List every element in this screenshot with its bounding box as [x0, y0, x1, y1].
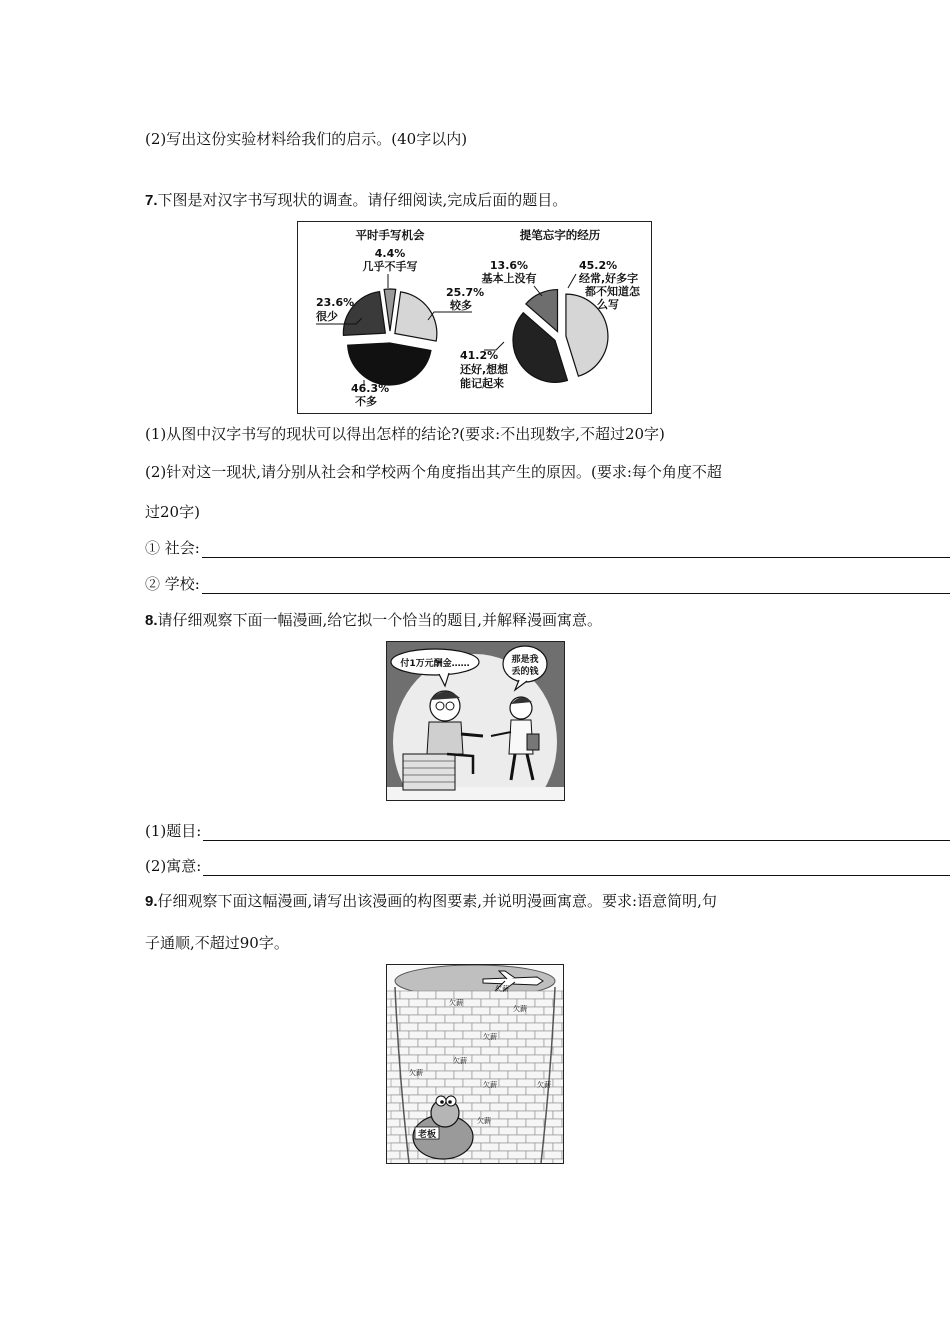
pie1-label-value-1: 25.7%	[446, 286, 485, 299]
brick-label: 欠薪	[483, 1081, 497, 1089]
brick	[472, 1071, 490, 1079]
brick	[463, 1095, 481, 1103]
brick	[553, 1031, 563, 1039]
brick	[387, 1055, 400, 1063]
q7-sub2-line1: (2)针对这一现状,请分别从社会和学校两个角度指出其产生的原因。(要求:每个角度不超	[145, 463, 722, 481]
pie1-label-value-2: 46.3%	[351, 382, 390, 395]
cartoon-reward-figure	[386, 641, 565, 801]
brick	[517, 1015, 535, 1023]
brick-label: 欠薪	[483, 1033, 497, 1041]
brick	[418, 1087, 436, 1095]
brick	[409, 1095, 427, 1103]
q9-prompt-line2: 子通顺,不超过90字。	[145, 934, 289, 952]
brick	[427, 1063, 445, 1071]
q7-social-answer-row	[145, 537, 950, 558]
brick	[463, 1015, 481, 1023]
brick	[409, 1047, 427, 1055]
brick	[427, 1047, 445, 1055]
cartoon-well-svg	[387, 965, 563, 1163]
brick	[472, 1151, 490, 1159]
brick	[499, 1159, 517, 1163]
brick-label: 欠薪	[477, 1117, 491, 1125]
pie-charts-figure	[297, 221, 652, 414]
brick	[463, 999, 481, 1007]
brick	[463, 1079, 481, 1087]
brick	[508, 1071, 526, 1079]
brick	[508, 1055, 526, 1063]
brick	[490, 1103, 508, 1111]
q7-sub1: (1)从图中汉字书写的现状可以得出怎样的结论?(要求:不出现数字,不超过20字)	[145, 425, 665, 443]
brick	[445, 1031, 463, 1039]
pie1-label-value-0: 4.4%	[374, 247, 406, 260]
brick	[517, 1111, 535, 1119]
q7-school-answer-line[interactable]	[202, 579, 950, 594]
brick	[562, 1023, 563, 1031]
brick	[535, 1095, 553, 1103]
brick	[526, 991, 544, 999]
brick	[400, 1055, 418, 1063]
brick	[445, 1015, 463, 1023]
brick	[499, 1063, 517, 1071]
money-stack-icon	[403, 754, 455, 790]
brick	[526, 1103, 544, 1111]
brick	[472, 1055, 490, 1063]
brick	[387, 1007, 400, 1015]
brick-label: 欠薪	[453, 1057, 467, 1065]
q6-part2-text: (2)写出这份实验材料给我们的启示。(40字以内)	[145, 130, 468, 148]
brick	[454, 1023, 472, 1031]
brick	[481, 1015, 499, 1023]
brick	[562, 1135, 563, 1143]
brick	[508, 1135, 526, 1143]
brick	[535, 999, 553, 1007]
brick	[562, 1071, 563, 1079]
brick	[454, 1071, 472, 1079]
brick	[562, 1119, 563, 1127]
brick	[391, 1095, 409, 1103]
brick	[553, 1159, 563, 1163]
brick	[562, 1007, 563, 1015]
brick	[409, 1031, 427, 1039]
brick	[436, 1023, 454, 1031]
brick	[490, 1135, 508, 1143]
brick	[499, 1031, 517, 1039]
brick	[445, 1047, 463, 1055]
cartoon-reward-svg	[387, 642, 564, 800]
brick	[472, 1103, 490, 1111]
brick	[418, 1007, 436, 1015]
brick	[553, 1047, 563, 1055]
brick	[562, 1151, 563, 1159]
brick	[481, 1063, 499, 1071]
brick	[526, 1119, 544, 1127]
pie1-label-name-1: 较多	[450, 299, 472, 312]
brick	[387, 1135, 400, 1143]
pie1-slice-0	[384, 289, 396, 331]
brick	[391, 1079, 409, 1087]
q8-number: 8.	[145, 612, 158, 629]
brick	[391, 1031, 409, 1039]
brick	[499, 1047, 517, 1055]
brick-label: 欠薪	[409, 1069, 423, 1077]
q7-school-answer-row	[145, 573, 950, 594]
brick	[517, 1143, 535, 1151]
brick	[400, 1039, 418, 1047]
brick	[535, 1031, 553, 1039]
brick	[508, 991, 526, 999]
pie2-label-name-2: 基本上没有	[481, 272, 537, 285]
brick	[499, 1095, 517, 1103]
brick	[387, 1071, 400, 1079]
brick	[387, 991, 400, 999]
q7-school-label: ② 学校:	[145, 575, 200, 593]
q8-prompt-text: 请仔细观察下面一幅漫画,给它拟一个恰当的题目,并解释漫画寓意。	[157, 611, 603, 629]
q8-meaning-label: (2)寓意:	[145, 857, 202, 875]
brick	[490, 1151, 508, 1159]
brick	[526, 1071, 544, 1079]
brick	[535, 1159, 553, 1163]
brick	[553, 1095, 563, 1103]
brick	[517, 1047, 535, 1055]
brick	[508, 1119, 526, 1127]
brick	[490, 1007, 508, 1015]
bubble-lost-line2: 丢的钱	[511, 667, 539, 677]
brick	[544, 1055, 562, 1063]
brick	[391, 1015, 409, 1023]
brick	[553, 1079, 563, 1087]
brick	[517, 1063, 535, 1071]
q7-social-answer-line[interactable]	[202, 543, 950, 558]
pie1-label-name-2: 不多	[355, 395, 377, 408]
pie2-slices	[513, 290, 608, 383]
brick	[508, 1087, 526, 1095]
brick	[517, 1127, 535, 1135]
brick	[463, 1047, 481, 1055]
brick	[418, 1039, 436, 1047]
brick	[508, 1023, 526, 1031]
pie2-label-line-1-0: 还好,想想	[460, 363, 509, 376]
brick	[463, 1159, 481, 1163]
brick	[454, 1087, 472, 1095]
brick	[553, 1143, 563, 1151]
brick	[472, 991, 490, 999]
brick-label: 欠薪	[449, 999, 463, 1007]
brick	[400, 1007, 418, 1015]
brick	[418, 1023, 436, 1031]
brick	[535, 1111, 553, 1119]
brick	[427, 1031, 445, 1039]
brick	[445, 1159, 463, 1163]
q9-prompt	[145, 890, 717, 911]
brick	[535, 1015, 553, 1023]
brick	[499, 1143, 517, 1151]
brick	[553, 1015, 563, 1023]
brick	[499, 1127, 517, 1135]
q7-number: 7.	[145, 192, 158, 209]
brick	[427, 1079, 445, 1087]
frog-badge-text: 老板	[417, 1130, 437, 1140]
brick	[562, 991, 563, 999]
brick	[481, 1047, 499, 1055]
brick	[409, 999, 427, 1007]
brick	[562, 1103, 563, 1111]
brick	[490, 1055, 508, 1063]
pie1-title: 平时手写机会	[355, 228, 425, 242]
brick	[391, 1047, 409, 1055]
q8-title-label: (1)题目:	[145, 822, 202, 840]
brick	[499, 1079, 517, 1087]
brick	[544, 1039, 562, 1047]
pie2-slice-1	[513, 313, 567, 383]
brick	[481, 1127, 499, 1135]
pie1-slice-2	[348, 343, 431, 385]
brick	[526, 1039, 544, 1047]
brick	[562, 1055, 563, 1063]
brick	[517, 1079, 535, 1087]
brick	[517, 1159, 535, 1163]
brick	[436, 1071, 454, 1079]
brick	[562, 1039, 563, 1047]
brick	[499, 1015, 517, 1023]
brick	[409, 1111, 427, 1119]
brick-label: 欠薪	[513, 1005, 527, 1013]
pie1-label-name-3: 很少	[316, 310, 338, 323]
brick	[517, 1031, 535, 1039]
brick	[508, 1103, 526, 1111]
pie2-label-value-2: 13.6%	[489, 259, 529, 272]
brick	[409, 1015, 427, 1023]
brick	[454, 1039, 472, 1047]
brick	[436, 1007, 454, 1015]
brick	[526, 1007, 544, 1015]
brick	[427, 1015, 445, 1023]
brick	[454, 991, 472, 999]
cartoon-well-figure	[386, 964, 564, 1164]
brick	[400, 1023, 418, 1031]
brick	[499, 1111, 517, 1119]
pie2-leader-0	[568, 274, 576, 288]
pie2-label-value-1: 41.2%	[460, 349, 499, 362]
q7-prompt-text: 下图是对汉字书写现状的调查。请仔细阅读,完成后面的题目。	[157, 191, 568, 209]
brick	[535, 1047, 553, 1055]
brick	[553, 1127, 563, 1135]
pie1-slices	[343, 289, 436, 385]
brick	[481, 1143, 499, 1151]
q8-title-answer-row	[145, 820, 950, 841]
brick	[400, 991, 418, 999]
pie2-label-line-0-2: 么写	[597, 298, 619, 311]
pie2-label-value-0: 45.2%	[579, 259, 618, 272]
q8-meaning-answer-line[interactable]	[203, 861, 950, 876]
brick-label: 欠薪	[495, 985, 509, 993]
brick	[445, 1079, 463, 1087]
brick	[463, 1031, 481, 1039]
brick	[553, 1063, 563, 1071]
brick	[481, 1095, 499, 1103]
brick	[544, 991, 562, 999]
brick	[490, 1119, 508, 1127]
brick	[553, 1111, 563, 1119]
brick	[454, 1007, 472, 1015]
brick	[436, 1055, 454, 1063]
q8-meaning-answer-row	[145, 855, 950, 876]
brick	[387, 1103, 400, 1111]
brick	[391, 1111, 409, 1119]
pie2-label-line-1-1: 能记起来	[460, 377, 504, 390]
q7-social-label: ① 社会:	[145, 539, 200, 557]
bubble-reward-text: 付1万元酬金……	[400, 659, 470, 669]
brick	[427, 1159, 445, 1163]
pie1-label-value-3: 23.6%	[316, 296, 355, 309]
brick	[508, 1039, 526, 1047]
bubble-lost-line1: 那是我	[511, 655, 539, 665]
brick	[481, 999, 499, 1007]
q9-prompt-text-line1: 仔细观察下面这幅漫画,请写出该漫画的构图要素,并说明漫画寓意。要求:语意简明,句	[157, 892, 717, 910]
brick	[418, 1055, 436, 1063]
brick	[387, 1087, 400, 1095]
brick	[490, 1071, 508, 1079]
brick	[436, 991, 454, 999]
pie-charts-svg	[298, 222, 651, 413]
pie2-title: 提笔忘字的经历	[519, 228, 601, 242]
brick	[427, 999, 445, 1007]
brick	[481, 1159, 499, 1163]
brick	[526, 1135, 544, 1143]
brick	[472, 1135, 490, 1143]
brick	[387, 1151, 400, 1159]
pie2-label-line-0-1: 都不知道怎	[585, 285, 640, 298]
brick	[544, 1071, 562, 1079]
brick	[517, 1095, 535, 1103]
q7-prompt	[145, 189, 567, 210]
brick	[562, 1087, 563, 1095]
q8-prompt	[145, 609, 602, 630]
pie2-label-line-0-0: 经常,好多字	[579, 272, 639, 285]
brick	[490, 1023, 508, 1031]
brick	[387, 1119, 400, 1127]
brick	[526, 1055, 544, 1063]
brick	[418, 991, 436, 999]
brick	[544, 1151, 562, 1159]
brick	[400, 1119, 418, 1127]
brick	[436, 1039, 454, 1047]
brick	[409, 1159, 427, 1163]
brick-label: 欠薪	[537, 1081, 551, 1089]
brick	[508, 1151, 526, 1159]
brick	[472, 1023, 490, 1031]
brick	[526, 1023, 544, 1031]
brick	[544, 1119, 562, 1127]
brick	[535, 1143, 553, 1151]
brick	[409, 1079, 427, 1087]
brick	[391, 1159, 409, 1163]
q9-number: 9.	[145, 893, 158, 910]
brick	[436, 1087, 454, 1095]
brick	[391, 999, 409, 1007]
q8-title-answer-line[interactable]	[203, 826, 950, 841]
pie1-label-name-0: 几乎不手写	[362, 260, 418, 273]
brick	[472, 1007, 490, 1015]
q7-sub2-line2: 过20字)	[145, 503, 200, 521]
brick	[544, 1135, 562, 1143]
